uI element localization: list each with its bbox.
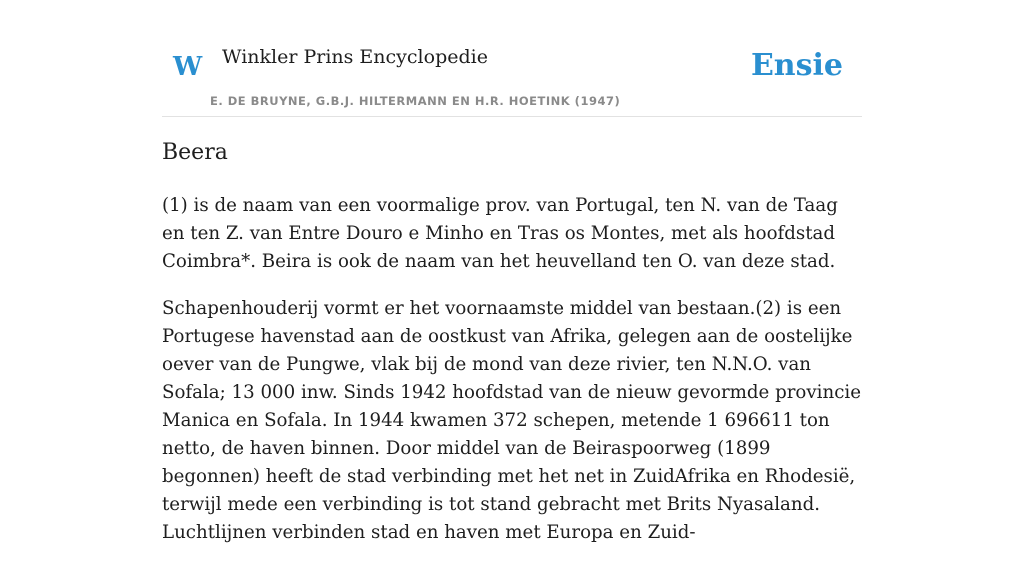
header — [162, 0, 862, 117]
article-title: Beera — [162, 140, 228, 165]
article-paragraph: Schapenhouderij vormt er het voornaamste middel van bestaan.(2) is een Portugese havenstad aan de oostkust van Afrika, gelegen aan de oostelijke oever van de Pungwe, vlak bij de mond van deze rivier, ten N.N.O. van Sofala; 13 000 inw. Sinds 1942 hoofdstad van de nieuw gevormde provincie Manica en Sofala. In 1944 kwamen 372 schepen, metende 1 696611 ton netto, de haven binnen. Door middel van de Beiraspoorweg (1899 begonnen) heeft de stad verbinding met het net in ZuidAfrika en Rhodesië, terwijl mede een verbinding is tot stand gebracht met Brits Nyasaland. Luchtlijnen verbinden stad en haven met Europa en Zuid- — [162, 298, 861, 543]
article-body — [162, 192, 862, 566]
ensie-logo[interactable]: Ensie — [750, 48, 843, 83]
article-paragraph: (1) is de naam van een voormalige prov. van Portugal, ten N. van de Taag en ten Z. van Entre Douro e Minho en Tras os Montes, met als hoofdstad Coimbra*. Beira is ook de naam van het heuvelland ten O. van deze stad. — [162, 195, 838, 272]
book-logo[interactable]: W — [173, 52, 203, 82]
book-authors: E. DE BRUYNE, G.B.J. HILTERMANN EN H.R. HOETINK (1947) — [210, 94, 621, 108]
book-title[interactable]: Winkler Prins Encyclopedie — [222, 46, 488, 68]
